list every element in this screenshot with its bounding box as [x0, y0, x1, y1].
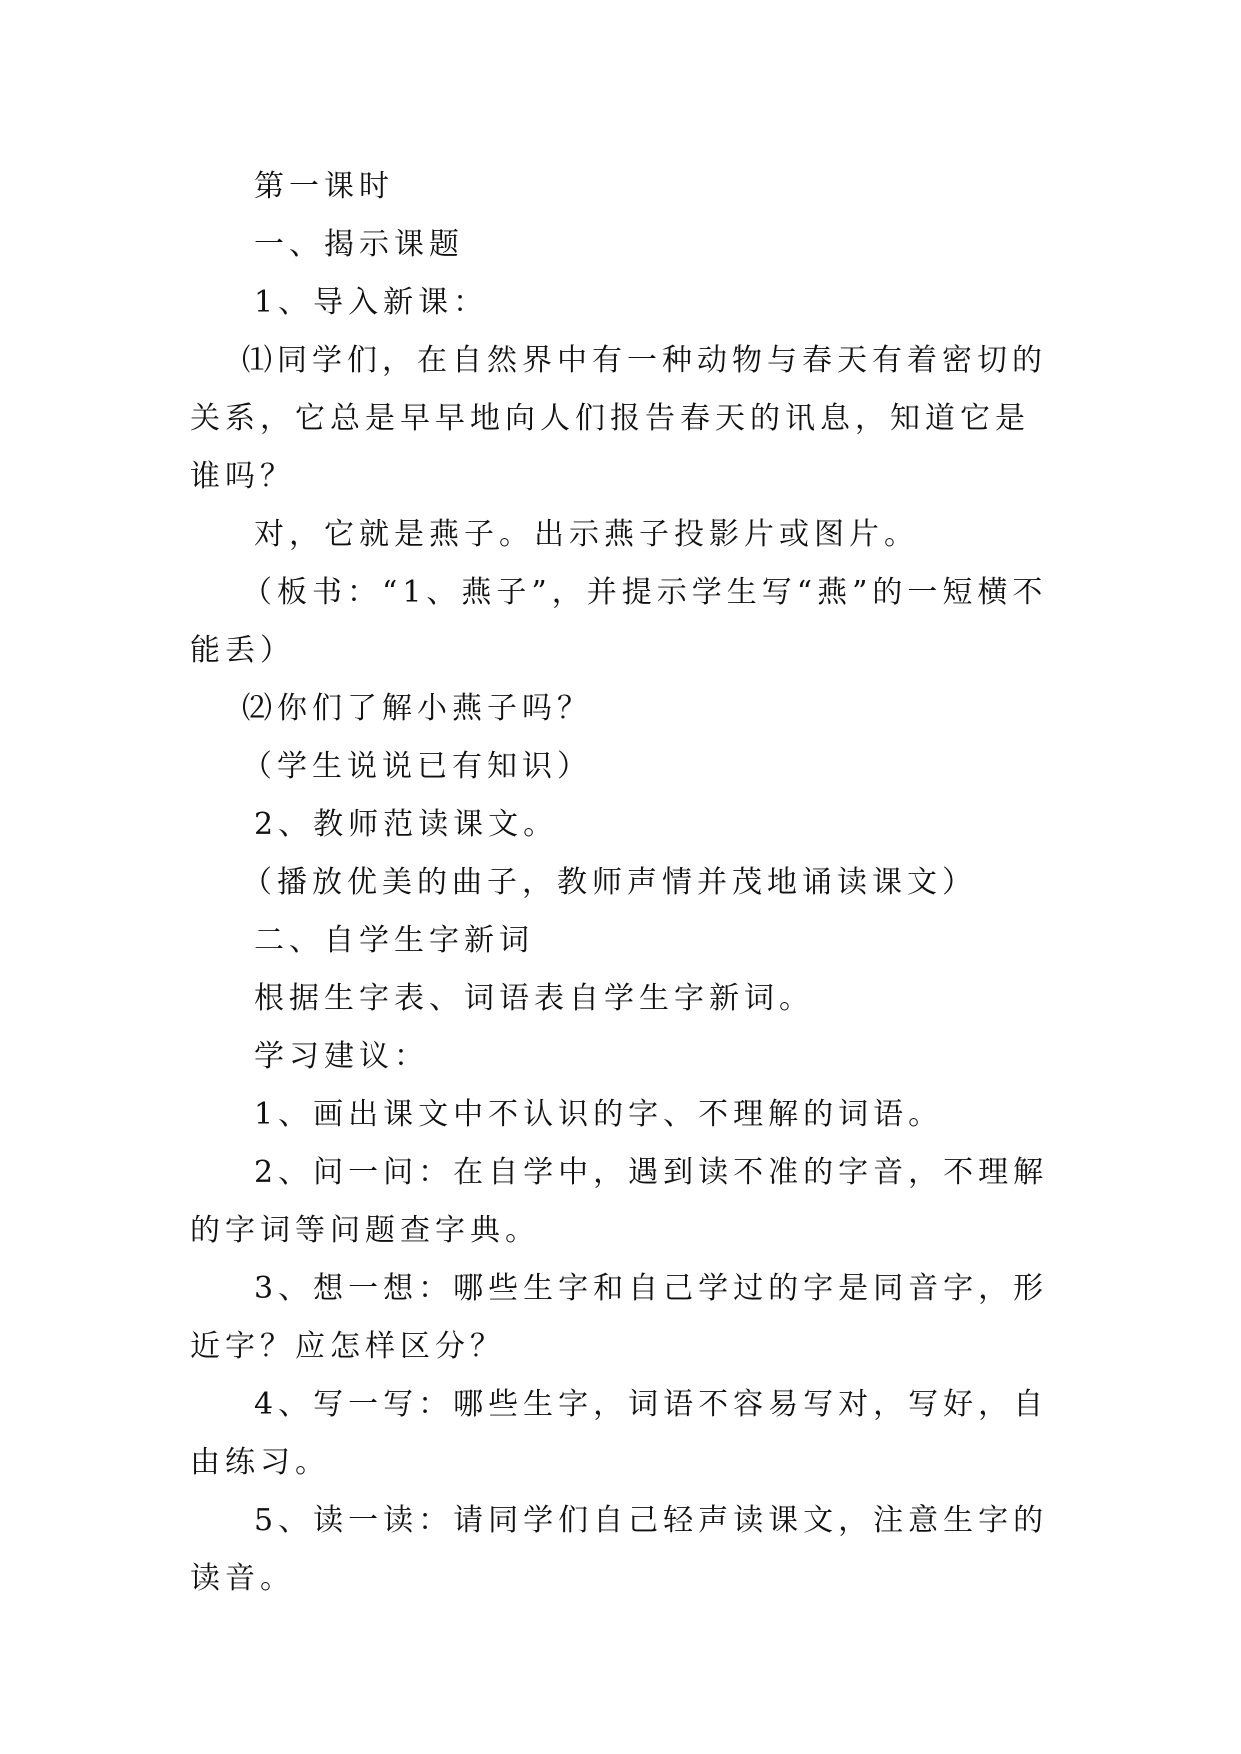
paragraph: （学生说说已有知识）: [242, 749, 592, 784]
paragraph: 根据生字表、词语表自学生字新词。: [254, 981, 814, 1016]
section-heading: 二、自学生字新词: [254, 923, 534, 958]
paragraph: （板书：“1、燕子”，并提示学生写“燕”的一短横不能丢）: [190, 575, 1048, 668]
paragraph: ⑴同学们，在自然界中有一种动物与春天有着密切的关系，它总是早早地向人们报告春天的讯息，知道它是谁吗？: [190, 343, 1047, 494]
list-item: 2、问一问：在自学中，遇到读不准的字音，不理解的字词等问题查字典。: [190, 1155, 1049, 1248]
paragraph: （播放优美的曲子，教师声情并茂地诵读课文）: [242, 865, 977, 900]
list-item: 1、画出课文中不认识的字、不理解的词语。: [254, 1097, 944, 1132]
list-item: 3、想一想：哪些生字和自己学过的字是同音字，形近字？应怎样区分？: [190, 1271, 1049, 1364]
step-heading: 2、教师范读课文。: [254, 807, 559, 842]
section-heading: 一、揭示课题: [254, 227, 464, 262]
paragraph: 学习建议：: [254, 1039, 429, 1074]
paragraph: 对，它就是燕子。出示燕子投影片或图片。: [254, 517, 919, 552]
document-body: [190, 158, 1050, 1608]
lesson-heading: 第一课时: [254, 169, 394, 204]
list-item: 4、写一写：哪些生字，词语不容易写对，写好，自由练习。: [190, 1387, 1049, 1480]
paragraph: ⑵你们了解小燕子吗？: [242, 691, 592, 726]
list-item: 5、读一读：请同学们自己轻声读课文，注意生字的读音。: [190, 1503, 1049, 1596]
step-heading: 1、导入新课：: [254, 285, 489, 320]
